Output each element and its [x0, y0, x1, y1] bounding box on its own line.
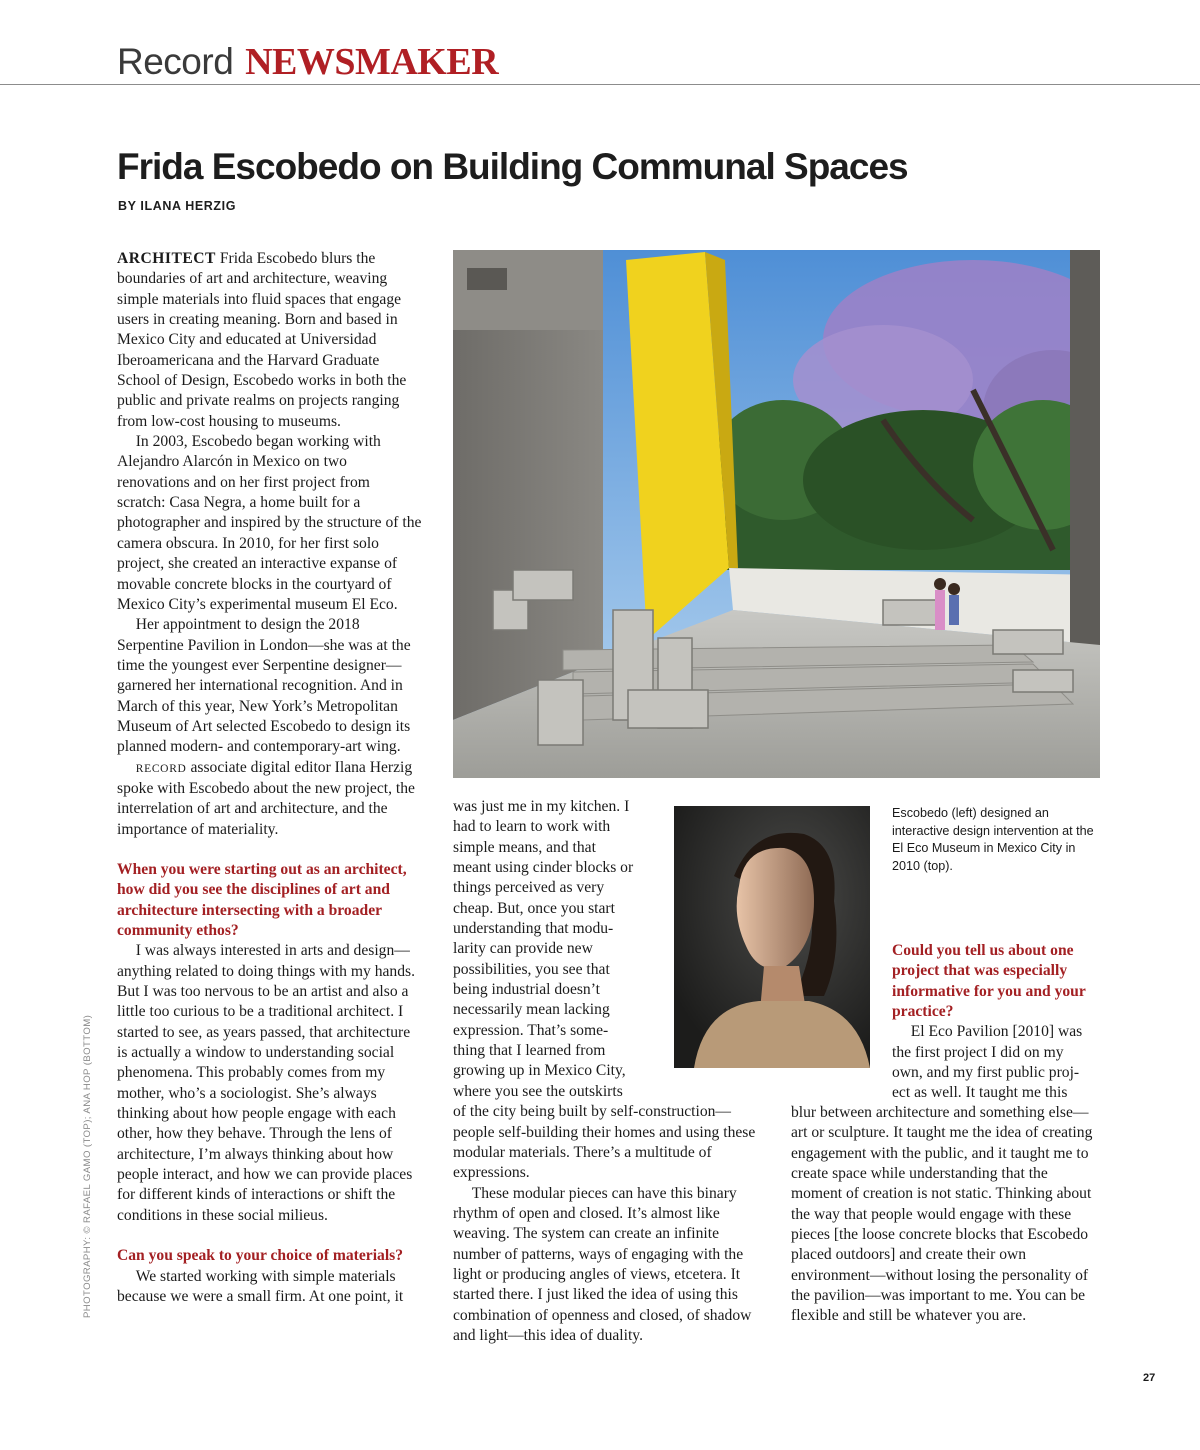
text-line: had to learn to work with	[453, 818, 611, 836]
text-line: possibilities, you see that	[453, 960, 610, 978]
byline: BY ILANA HERZIG	[118, 199, 237, 213]
text-line: growing up in Mexico City,	[453, 1062, 626, 1080]
text-line: things perceived as very	[453, 879, 605, 897]
text-line: cheap. But, once you start	[453, 899, 615, 917]
text-line: expression. That’s some-	[453, 1021, 609, 1039]
section-label	[117, 40, 498, 84]
el-eco-pavilion-photo	[453, 250, 1100, 778]
text-line: ect as well. It taught me this	[892, 1084, 1068, 1102]
page-number: 27	[1143, 1372, 1156, 1384]
text-line: the first project I did on my	[892, 1043, 1064, 1061]
paragraph-text: associate digital editor Ilana Herzig spoke with Escobedo about the new project, the interrelation of art and architecture, and the importance of materiality.	[117, 758, 415, 838]
column-3	[791, 1103, 1100, 1327]
record-smallcaps: RECORD	[135, 762, 187, 775]
header-rule	[0, 84, 1200, 85]
text-line: own, and my first public proj-	[892, 1064, 1080, 1082]
answer: I was always interested in arts and design—anything related to doing things with my hands. But I was too nervous to be an artist and also a little too curious to be a traditional architect. I started to see, as years passed, that architecture is actually a window to understanding social phenomena. This probably comes from my mother, who’s a sociologist. She’s always thinking about how people engage with each other, how they behave. Through the lens of architecture, I’m always thinking about how people interact, and how we can provide places for different kinds of interactions or shift the conditions in these social milieus.	[117, 942, 415, 1224]
answer: blur between architecture and something else—art or sculpture. It taught me the idea of creating engagement with the public, and it taught me to create space while understanding that the moment of creation is not static. Thinking about the way that people would engage with these pieces [the loose concrete blocks that Escobedo placed outdoors] and create their own environment—without losing the personality of the pavilion—was important to me. You can be flexible and still be whatever you are.	[791, 1104, 1093, 1325]
lead-word: ARCHITECT	[117, 250, 216, 267]
question: When you were starting out as an architect, how did you see the disciplines of art and architecture intersecting with a broader community ethos?	[117, 860, 407, 939]
column-3-top	[892, 941, 1100, 1104]
intro-paragraph	[117, 249, 422, 432]
photo-credit: PHOTOGRAPHY: © RAFAEL GAMO (TOP); ANA HOP (BOTTOM)	[82, 1014, 93, 1318]
text-line: simple means, and that	[453, 838, 596, 856]
article-title: Frida Escobedo on Building Communal Spaces	[117, 146, 908, 187]
section-name: Record	[117, 41, 234, 82]
text-line: was just me in my kitchen. I	[453, 798, 630, 815]
text-line: larity can provide new	[453, 940, 593, 958]
text-line: meant using cinder blocks or	[453, 859, 634, 877]
column-3-wrapped-lines	[892, 1022, 1100, 1103]
section-brand: NEWSMAKER	[245, 41, 499, 83]
question: Could you tell us about one project that was especially informative for you and your practice?	[892, 942, 1086, 1021]
paragraph: of the city being built by self-construction—people self-building their homes and using these modular materials. There’s a multitude of expressions.	[453, 1103, 756, 1182]
text-line: where you see the outskirts	[453, 1082, 623, 1100]
text-line: El Eco Pavilion [2010] was	[910, 1023, 1083, 1041]
paragraph	[117, 758, 422, 840]
answer: We started working with simple materials because we were a small firm. At one point, it	[117, 1267, 404, 1305]
courtyard-illustration	[453, 250, 1100, 778]
paragraph: Her appointment to design the 2018 Serpentine Pavilion in London—she was at the time the youngest ever Serpentine designer—garnered her international recognition. And in March of this year, New York’s Metropolitan Museum of Art selected Escobedo to design its planned modern- and contemporary-art wing.	[117, 616, 411, 756]
portrait-illustration	[674, 806, 870, 1068]
text-line: being industrial doesn’t	[453, 981, 600, 999]
text-line: understanding that modu-	[453, 920, 614, 938]
photo-caption: Escobedo (left) designed an interactive design intervention at the El Eco Museum in Mexico City in 2010 (top).	[892, 806, 1094, 873]
text-line: necessarily mean lacking	[453, 1001, 610, 1019]
text-line: thing that I learned from	[453, 1042, 606, 1060]
question: Can you speak to your choice of materials?	[117, 1247, 404, 1265]
column-1	[117, 249, 422, 1307]
paragraph: These modular pieces can have this binary rhythm of open and closed. It’s almost like weaving. The system can create an infinite number of patterns, ways of engaging with the light or producing angles of views, etcetera. It started there. I just liked the idea of using this combination of openness and closed, of shadow and light—this idea of duality.	[453, 1184, 752, 1344]
intro-text: Frida Escobedo blurs the boundaries of art and architecture, weaving simple materials into fluid spaces that engage users in creating meaning. Born and based in Mexico City and educated at Universidad Iberoamericana and the Harvard Graduate School of Design, Escobedo works in both the public and private realms on projects ranging from low-cost housing to museums.	[117, 250, 407, 430]
escobedo-portrait	[674, 806, 870, 1068]
paragraph: In 2003, Escobedo began working with Alejandro Alarcón in Mexico on two renovations and on her first project from scratch: Casa Negra, a home built for a photographer and inspired by the structure of the camera obscura. In 2010, for her first solo project, she created an interactive expanse of movable concrete blocks in the courtyard of Mexico City’s experimental museum El Eco.	[117, 433, 422, 613]
